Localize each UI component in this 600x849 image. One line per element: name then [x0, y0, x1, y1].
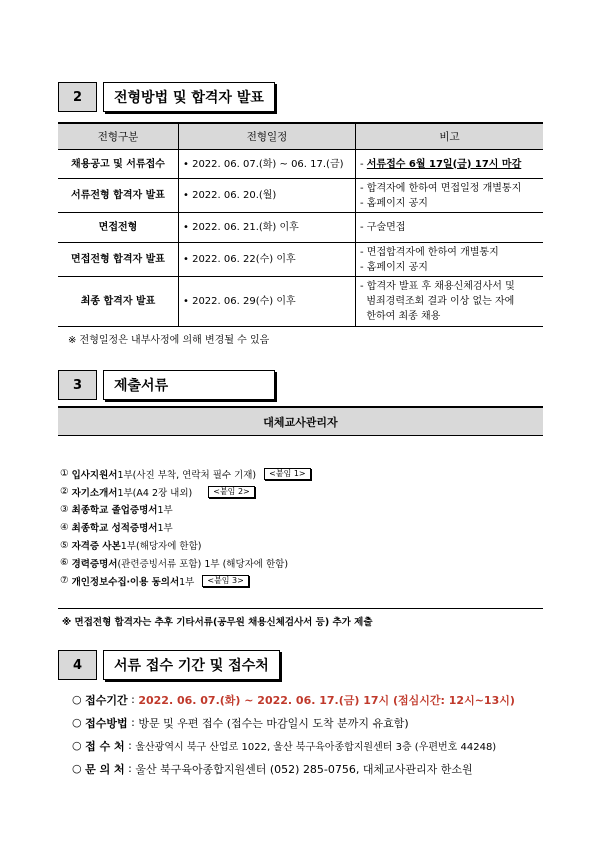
note-line: - 합격자 발표 후 채용신체검사서 및	[360, 281, 515, 292]
attachment-tag: <붙임 2>	[208, 486, 255, 498]
note-line: 한하여 최종 채용	[360, 311, 441, 322]
field-value: 방문 및 우편 접수 (접수는 마감일시 도착 분까지 유효함)	[138, 716, 409, 730]
item-detail: 1부	[157, 523, 173, 535]
item-name: 최종학교 졸업증명서	[71, 505, 158, 517]
item-name: 자격증 사본	[71, 541, 121, 553]
attachment-tag: <붙임 3>	[202, 575, 249, 587]
note-line: - 홈페이지 공지	[360, 197, 428, 209]
list-item	[60, 536, 311, 554]
field-value: 2022. 06. 07.(화) ~ 2022. 06. 17.(금) 17시 (점심시간: 12시~13시)	[138, 693, 515, 707]
date-cell: • 2022. 06. 29(수) 이후	[179, 277, 356, 327]
field-value: 울산 북구육아종합지원센터 (052) 285-0756, 대체교사관리자 한소원	[135, 762, 473, 776]
table-row	[58, 213, 543, 243]
item-number: ⑤	[60, 539, 69, 551]
section-title: 서류 접수 기간 및 접수처	[103, 650, 280, 680]
band-title: 대체교사관리자	[58, 406, 543, 436]
section-4-header	[58, 650, 280, 680]
section-number: 4	[58, 650, 97, 680]
note-line: - 면접합격자에 한하여 개별통지	[360, 246, 499, 258]
bullet: ○	[72, 693, 82, 706]
item-detail: 1부	[179, 576, 195, 588]
reception-info	[72, 688, 515, 780]
item-number: ⑥	[60, 557, 69, 569]
item-number: ⑦	[60, 575, 69, 587]
stage-cell: 서류전형 합격자 발표	[58, 179, 179, 213]
table-row	[58, 243, 543, 277]
list-item	[60, 483, 311, 501]
note-prefix: -	[360, 158, 367, 170]
reception-contact: ○ 문 의 처 : 울산 북구육아종합지원센터 (052) 285-0756, 대체교사관리자 한소원	[72, 762, 473, 776]
note-cell	[356, 243, 544, 277]
table-row	[58, 150, 543, 179]
list-item	[60, 572, 311, 590]
list-item	[60, 554, 311, 572]
note-line: 범죄경력조회 결과 이상 없는 자에	[360, 296, 515, 307]
section-2-header	[58, 82, 275, 112]
reception-period: ○ 접수기간 : 2022. 06. 07.(화) ~ 2022. 06. 17.(금) 17시 (점심시간: 12시~13시)	[72, 693, 515, 707]
bullet: ○	[72, 762, 82, 775]
section-number: 2	[58, 82, 97, 112]
documents-note: ※ 면접전형 합격자는 추후 기타서류(공무원 채용신체검사서 등) 추가 제출	[62, 617, 373, 628]
column-header: 전형구분	[58, 123, 179, 150]
date-cell: • 2022. 06. 20.(월)	[179, 179, 356, 213]
item-name: 개인정보수집‧이용 동의서	[71, 576, 180, 588]
item-name: 경력증명서	[71, 558, 118, 570]
schedule-note: ※ 전형일정은 내부사정에 의해 변경될 수 있음	[68, 335, 270, 346]
note-cell	[356, 277, 544, 327]
reception-place: ○ 접 수 처 : 울산광역시 북구 산업로 1022, 울산 북구육아종합지원센터 3층 (우편번호 44248)	[72, 739, 497, 753]
section-3-header	[58, 370, 275, 400]
bullet: ○	[72, 716, 82, 729]
item-number: ①	[60, 468, 69, 480]
reception-method: ○ 접수방법 : 방문 및 우편 접수 (접수는 마감일시 도착 분까지 유효함)	[72, 716, 409, 730]
divider	[58, 608, 543, 609]
item-detail: 1부	[157, 505, 173, 517]
field-label: 문 의 처	[85, 762, 125, 776]
field-value: 울산광역시 북구 산업로 1022, 울산 북구육아종합지원센터 3층 (우편번호 44248)	[135, 742, 497, 753]
stage-cell: 면접전형	[58, 213, 179, 243]
note-line: - 구술면접	[360, 222, 406, 233]
column-header: 비고	[356, 123, 544, 150]
list-item	[60, 518, 311, 536]
field-label: 접수방법	[85, 716, 128, 730]
section-title: 전형방법 및 합격자 발표	[103, 82, 275, 112]
note-line: - 홈페이지 공지	[360, 261, 428, 273]
stage-cell: 면접전형 합격자 발표	[58, 243, 179, 277]
field-label: 접 수 처	[85, 739, 125, 753]
date-cell: • 2022. 06. 07.(화) ~ 06. 17.(금)	[179, 150, 356, 179]
note-cell	[356, 179, 544, 213]
note-line: - 합격자에 한하여 면접일정 개별통지	[360, 182, 522, 194]
attachment-tag: <붙임 1>	[264, 468, 311, 480]
list-item	[60, 501, 311, 519]
table-row	[58, 277, 543, 327]
column-header: 전형일정	[179, 123, 356, 150]
note-deadline: 서류접수 6월 17일(금) 17시 마감	[366, 158, 522, 170]
date-cell: • 2022. 06. 21.(화) 이후	[179, 213, 356, 243]
field-label: 접수기간	[85, 693, 128, 707]
stage-cell: 채용공고 및 서류접수	[58, 150, 179, 179]
document-list	[60, 465, 311, 590]
note-cell	[356, 150, 544, 179]
item-number: ②	[60, 486, 69, 498]
item-detail: (관련증빙서류 포함) 1부 (해당자에 한함)	[117, 558, 289, 570]
item-detail: 1부(A4 2장 내외)	[117, 487, 193, 499]
item-detail: 1부(해당자에 한함)	[120, 541, 202, 553]
table-row	[58, 179, 543, 213]
item-number: ④	[60, 521, 69, 533]
section-number: 3	[58, 370, 97, 400]
item-name: 자기소개서	[71, 487, 118, 499]
note-cell	[356, 213, 544, 243]
section-title: 제출서류	[103, 370, 275, 400]
date-cell: • 2022. 06. 22(수) 이후	[179, 243, 356, 277]
item-number: ③	[60, 503, 69, 515]
item-name: 입사지원서	[71, 469, 118, 481]
item-name: 최종학교 성적증명서	[71, 523, 158, 535]
bullet: ○	[72, 739, 82, 752]
stage-cell: 최종 합격자 발표	[58, 277, 179, 327]
schedule-table	[58, 122, 543, 327]
list-item	[60, 465, 311, 483]
item-detail: 1부(사진 부착, 연락처 필수 기재)	[117, 469, 257, 481]
table-header-row	[58, 123, 543, 150]
